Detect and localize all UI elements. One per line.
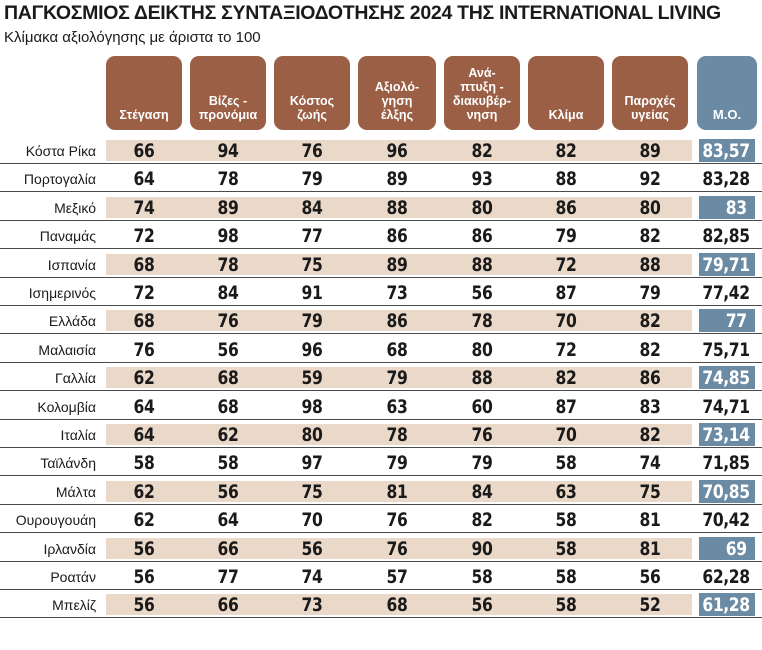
rating-value: 78 <box>217 168 239 191</box>
rating-value: 83 <box>639 395 661 418</box>
rating-value: 89 <box>386 168 408 191</box>
rating-value: 72 <box>133 225 155 248</box>
country-label: Παναμάς <box>39 228 96 245</box>
rating-value: 64 <box>217 509 239 532</box>
rating-value: 76 <box>217 310 239 333</box>
rating-value: 56 <box>639 566 661 588</box>
average-value: 82,85 <box>702 225 750 248</box>
rating-value: 80 <box>301 424 323 446</box>
table-row <box>0 136 762 164</box>
rating-value: 62 <box>217 424 239 446</box>
country-label: Ταϊλάνδη <box>40 455 96 472</box>
rating-value: 56 <box>301 537 323 560</box>
country-label: Ελλάδα <box>48 313 96 330</box>
table-row <box>0 562 762 590</box>
rating-value: 90 <box>471 537 493 560</box>
rating-value: 74 <box>301 566 323 588</box>
country-label: Μάλτα <box>55 483 96 500</box>
rating-value: 58 <box>555 537 577 560</box>
rating-value: 68 <box>133 253 155 276</box>
country-label: Κολομβία <box>37 398 96 415</box>
rating-value: 58 <box>217 452 239 475</box>
average-value: 70,85 <box>702 480 750 503</box>
rating-value: 82 <box>471 140 493 162</box>
rating-value: 75 <box>301 480 323 503</box>
rating-value: 77 <box>301 225 323 248</box>
rating-value: 64 <box>133 395 155 418</box>
rating-value: 98 <box>301 395 323 418</box>
rating-value: 79 <box>555 225 577 248</box>
rating-value: 84 <box>217 282 239 304</box>
rating-value: 79 <box>639 282 661 304</box>
rating-value: 86 <box>386 310 408 333</box>
rating-value: 68 <box>386 338 408 361</box>
rating-value: 86 <box>555 196 577 219</box>
rating-value: 79 <box>301 310 323 333</box>
rating-value: 56 <box>133 594 155 617</box>
rating-value: 75 <box>301 253 323 276</box>
country-label: Ισπανία <box>47 256 96 273</box>
average-value: 79,71 <box>702 253 750 276</box>
country-label: Γαλλία <box>54 370 96 387</box>
rating-value: 92 <box>639 168 661 191</box>
average-value: 70,42 <box>702 509 750 532</box>
average-value: 83,57 <box>702 140 750 162</box>
average-value: 83,28 <box>702 168 750 191</box>
average-value: 69 <box>725 537 747 560</box>
rating-value: 75 <box>639 480 661 503</box>
chart-subtitle: Κλίμακα αξιολόγησης με άριστα το 100 <box>4 29 261 46</box>
rating-value: 86 <box>386 225 408 248</box>
country-label: Ροατάν <box>50 569 96 585</box>
rating-value: 68 <box>133 310 155 333</box>
rating-value: 62 <box>133 509 155 532</box>
rating-value: 89 <box>386 253 408 276</box>
average-value: 75,71 <box>702 338 750 361</box>
rating-value: 89 <box>217 196 239 219</box>
rating-value: 86 <box>471 225 493 248</box>
rating-value: 82 <box>639 225 661 248</box>
rating-value: 56 <box>133 537 155 560</box>
country-label: Ουρουγουάη <box>15 512 96 529</box>
rating-value: 87 <box>555 395 577 418</box>
table-row <box>0 392 762 420</box>
rating-value: 82 <box>639 310 661 333</box>
rating-value: 79 <box>471 452 493 475</box>
rating-value: 76 <box>386 509 408 532</box>
table-row <box>0 335 762 363</box>
table-row <box>0 505 762 533</box>
rating-value: 77 <box>217 566 239 588</box>
rating-value: 78 <box>217 253 239 276</box>
table-row <box>0 221 762 249</box>
average-value: 73,14 <box>702 424 750 446</box>
average-value: 62,28 <box>702 566 750 588</box>
rating-value: 58 <box>471 566 493 588</box>
table-row <box>0 250 762 278</box>
rating-value: 56 <box>471 594 493 617</box>
column-header: Στέγαση <box>106 56 182 130</box>
rating-value: 81 <box>386 480 408 503</box>
rating-value: 89 <box>639 140 661 162</box>
table-row <box>0 477 762 505</box>
column-header: Κόστος ζωής <box>274 56 350 130</box>
column-header: Βίζες - προνόμια <box>190 56 266 130</box>
rating-value: 80 <box>471 338 493 361</box>
rating-value: 78 <box>471 310 493 333</box>
table-row <box>0 193 762 221</box>
rating-value: 73 <box>386 282 408 304</box>
rating-value: 58 <box>133 452 155 475</box>
rating-value: 58 <box>555 452 577 475</box>
average-value: 74,71 <box>702 395 750 418</box>
rating-value: 79 <box>386 367 408 390</box>
rating-value: 87 <box>555 282 577 304</box>
rating-value: 70 <box>555 310 577 333</box>
table-row <box>0 278 762 306</box>
country-label: Κόστα Ρίκα <box>25 143 96 159</box>
table-row <box>0 448 762 476</box>
rating-value: 72 <box>555 338 577 361</box>
rating-value: 66 <box>217 594 239 617</box>
rating-value: 80 <box>639 196 661 219</box>
country-label: Μεξικό <box>54 199 96 216</box>
column-header: Μ.Ο. <box>697 56 757 130</box>
rating-value: 81 <box>639 537 661 560</box>
column-header: Ανά- πτυξη - διακυβέρ- νηση <box>444 56 520 130</box>
rating-value: 73 <box>301 594 323 617</box>
rating-value: 64 <box>133 424 155 446</box>
rating-value: 96 <box>386 140 408 162</box>
rating-value: 97 <box>301 452 323 475</box>
column-header: Κλίμα <box>528 56 604 130</box>
rating-value: 78 <box>386 424 408 446</box>
chart-title: ΠΑΓΚΟΣΜΙΟΣ ΔΕΙΚΤΗΣ ΣΥΝΤΑΞΙΟΔΟΤΗΣΗΣ 2024 ΤΗΣ INTERNATIONAL LIVING <box>4 2 721 24</box>
rating-value: 68 <box>217 395 239 418</box>
rating-value: 70 <box>301 509 323 532</box>
rating-value: 58 <box>555 509 577 532</box>
rating-value: 96 <box>301 338 323 361</box>
column-header: Αξιολό- γηση έλξης <box>358 56 436 130</box>
rating-value: 62 <box>133 367 155 390</box>
rating-value: 74 <box>133 196 155 219</box>
rating-value: 81 <box>639 509 661 532</box>
rating-value: 72 <box>133 282 155 304</box>
average-value: 77,42 <box>702 282 750 304</box>
rating-value: 76 <box>386 537 408 560</box>
rating-value: 98 <box>217 225 239 248</box>
rating-value: 76 <box>133 338 155 361</box>
rating-value: 94 <box>217 140 239 162</box>
rating-value: 64 <box>133 168 155 191</box>
average-value: 77 <box>725 310 747 333</box>
rating-value: 79 <box>386 452 408 475</box>
rating-value: 68 <box>217 367 239 390</box>
rating-value: 68 <box>386 594 408 617</box>
rating-value: 56 <box>217 480 239 503</box>
rating-value: 88 <box>471 367 493 390</box>
rating-value: 79 <box>301 168 323 191</box>
rating-value: 59 <box>301 367 323 390</box>
rating-value: 60 <box>471 395 493 418</box>
column-header: Παροχές υγείας <box>612 56 688 130</box>
rating-value: 70 <box>555 424 577 446</box>
rating-value: 82 <box>639 338 661 361</box>
rating-value: 66 <box>217 537 239 560</box>
rating-value: 88 <box>555 168 577 191</box>
average-value: 83 <box>725 196 747 219</box>
average-value: 71,85 <box>702 452 750 475</box>
rating-value: 66 <box>133 140 155 162</box>
rating-value: 86 <box>639 367 661 390</box>
row-divider <box>0 617 762 618</box>
country-label: Ισημερινός <box>28 285 96 301</box>
rating-value: 58 <box>555 594 577 617</box>
table-row <box>0 534 762 562</box>
rating-value: 82 <box>471 509 493 532</box>
table-row <box>0 164 762 192</box>
rating-value: 63 <box>386 395 408 418</box>
rating-value: 82 <box>555 140 577 162</box>
rating-value: 58 <box>555 566 577 588</box>
rating-value: 88 <box>471 253 493 276</box>
country-label: Πορτογαλία <box>23 171 96 188</box>
country-label: Ιρλανδία <box>43 540 96 557</box>
country-label: Μπελίζ <box>52 597 96 614</box>
table-row <box>0 306 762 334</box>
rating-value: 84 <box>471 480 493 503</box>
rating-value: 82 <box>639 424 661 446</box>
rating-value: 62 <box>133 480 155 503</box>
rating-value: 91 <box>301 282 323 304</box>
rating-value: 88 <box>639 253 661 276</box>
table-row <box>0 420 762 448</box>
rating-value: 72 <box>555 253 577 276</box>
rating-value: 74 <box>639 452 661 475</box>
rating-value: 56 <box>217 338 239 361</box>
rating-value: 82 <box>555 367 577 390</box>
country-label: Μαλαισία <box>38 341 96 358</box>
rating-value: 52 <box>639 594 661 617</box>
rating-value: 93 <box>471 168 493 191</box>
table-row <box>0 590 762 618</box>
rating-value: 80 <box>471 196 493 219</box>
rating-value: 63 <box>555 480 577 503</box>
rating-value: 76 <box>301 140 323 162</box>
rating-value: 57 <box>386 566 408 588</box>
rating-value: 76 <box>471 424 493 446</box>
average-value: 61,28 <box>702 594 750 617</box>
table-row <box>0 363 762 391</box>
rating-value: 56 <box>471 282 493 304</box>
average-value: 74,85 <box>702 367 750 390</box>
country-label: Ιταλία <box>60 427 96 443</box>
rating-value: 56 <box>133 566 155 588</box>
rating-value: 84 <box>301 196 323 219</box>
rating-value: 88 <box>386 196 408 219</box>
